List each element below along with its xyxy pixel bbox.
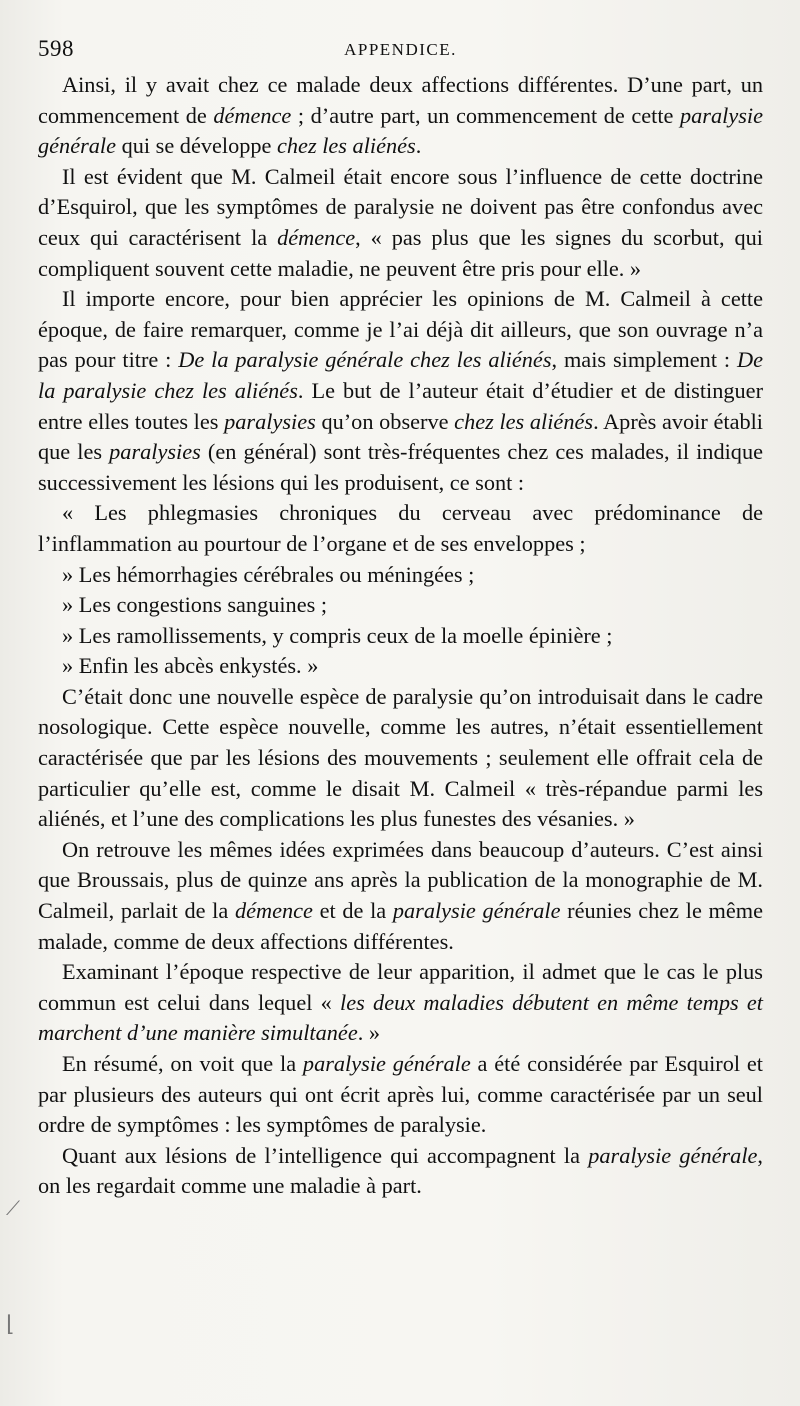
quote-line: » Les hémorrhagies cérébrales ou méningées ; xyxy=(62,561,475,587)
paragraph: Ainsi, il y avait chez ce malade deux affections différentes. D’une part, un commencement de démence ; d’autre part, un commencement de cette paralysie générale qui se développe chez les aliénés. xyxy=(38,72,763,159)
paragraph: Examinant l’époque respective de leur apparition, il admet que le cas le plus commun est celui dans lequel « les deux maladies débutent en même temps et marchent d’une manière simultanée. » xyxy=(38,959,763,1046)
running-head: APPENDICE. xyxy=(344,40,457,59)
quote-line: « Les phlegmasies chroniques du cerveau avec prédominance de l’inflammation au pourtour de l’organe et de ses enveloppes ; xyxy=(38,500,763,556)
paragraph: Il importe encore, pour bien apprécier les opinions de M. Calmeil à cette époque, de faire remarquer, comme je l’ai déjà dit ailleurs, que son ouvrage n’a pas pour titre : De la paralysie générale chez les aliénés, mais simplement : De la paralysie chez les aliénés. Le but de l’auteur était d’étudier et de distinguer entre elles toutes les paralysies qu’on observe chez les aliénés. Après avoir établi que les paralysies (en général) sont très-fréquentes chez ces malades, il indique successivement les lésions qui les produisent, ce sont : xyxy=(38,286,763,495)
paragraph: En résumé, on voit que la paralysie générale a été considérée par Esquirol et par plusieurs des auteurs qui ont écrit après lui, comme caractérisée par un seul ordre de symptômes : les symptômes de paralysie. xyxy=(38,1051,763,1138)
paragraph: C’était donc une nouvelle espèce de paralysie qu’on introduisait dans le cadre nosologique. Cette espèce nouvelle, comme les autres, n’était essentiellement caractérisée que par les lésions des mouvements ; seulement elle offrait cela de particulier qu’elle est, comme le disait M. Calmeil « très-répandue parmi les aliénés, et l’une des complications les plus funestes des vésanies. » xyxy=(38,683,763,832)
quote-line: » Les congestions sanguines ; xyxy=(62,592,328,618)
quote-line: » Les ramollissements, y compris ceux de la moelle épinière ; xyxy=(62,622,613,648)
margin-mark: ⟋ xyxy=(6,1196,20,1220)
body-text xyxy=(38,70,763,1202)
page-header xyxy=(38,36,763,64)
margin-mark: ⌊ xyxy=(6,1312,15,1337)
paragraph: Il est évident que M. Calmeil était encore sous l’influence de cette doctrine d’Esquirol, que les symptômes de paralysie ne doivent pas être confondus avec ceux qui caractérisent la démence, « pas plus que les signes du scorbut, qui compliquent souvent cette maladie, ne peuvent être pris pour elle. » xyxy=(38,163,763,281)
paragraph: Quant aux lésions de l’intelligence qui accompagnent la paralysie générale, on les regardait comme une maladie à part. xyxy=(38,1142,763,1199)
paragraph: On retrouve les mêmes idées exprimées dans beaucoup d’auteurs. C’est ainsi que Broussais, plus de quinze ans après la publication de la monographie de M. Calmeil, parlait de la démence et de la paralysie générale réunies chez le même malade, comme de deux affections différentes. xyxy=(38,836,763,954)
page-number: 598 xyxy=(38,36,74,61)
quote-line: » Enfin les abcès enkystés. » xyxy=(62,653,319,679)
